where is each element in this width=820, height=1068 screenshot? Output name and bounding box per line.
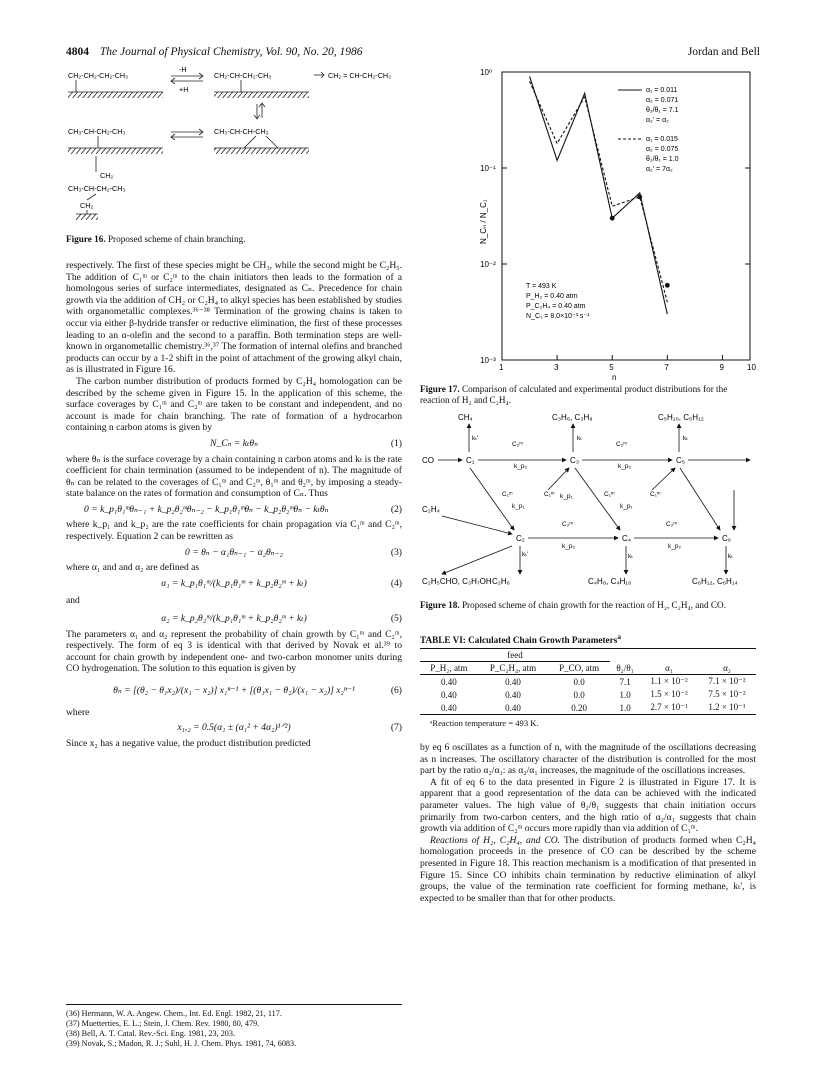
left-para-6: The parameters α₁ and α₂ represent the probability of chain growth by C₁ᵐ and C₂ᵐ, respectively. The form of eq 3 is identical with that derived by Novak et al.³⁹ to account for chain growth by independent one- and two-carbon monomer units during CO hydrogenation. The solution to this equation is given by bbox=[66, 628, 402, 675]
right-para-1: by eq 6 oscillates as a function of n, with the magnitude of the oscillations decreasing as n increases. The oscillatory character of the distribution is controlled for the most part by the ratio α₂/α₁: as α₂/α₁ increases, the magnitude of the oscillations increases. bbox=[420, 742, 756, 777]
table-6-title: TABLE VI: Calculated Chain Growth Parameters bbox=[420, 635, 618, 646]
left-para-3: where θₙ is the surface coverage by a chain containing n carbon atoms and kₜ is the rate coefficient for chain termination (assumed to be independent of n). The magnitude of θₙ can be related to the coverages of C₁ᵐ and C₂ᵐ, θ₁ᵐ and θ₂ᵐ, by imposing a steady-state balance on the rates of formation and consumption of Cₙ. Thus bbox=[66, 453, 402, 500]
product-c2h6: C₂H₆ bbox=[492, 577, 510, 586]
right-para-3-title: Reactions of H₂, C₂H₄, and CO. bbox=[430, 834, 561, 846]
legend-solid-3: α₂' = α₂ bbox=[646, 117, 669, 124]
legend-dashed-1: α₂ = 0.075 bbox=[646, 146, 679, 153]
right-para-2: A fit of eq 6 to the data presented in Figure 2 is illustrated in Figure 17. It is apparent that a good representation of the data can be achieved with the indicated parameter values. The high value of θ₂/θ₁ suggests that chain initiation occurs primarily from two-carbon centers, and the high ratio of α₂/α₁ suggests that chain growth via addition of C₂ᵐ occurs more rapidly than via addition of C₁ᵐ. bbox=[420, 776, 756, 835]
table-6-feed-label: feed bbox=[420, 649, 610, 662]
table-cell: 2.7 × 10⁻¹ bbox=[640, 701, 698, 715]
table-6-grid bbox=[420, 648, 756, 715]
left-and: and bbox=[66, 595, 80, 607]
reference-38: (38) Bell, A. T. Catal. Rev.-Sci. Eng. 1981, 23, 203. bbox=[66, 1029, 236, 1038]
table-cell: 1.2 × 10⁻¹ bbox=[698, 701, 756, 715]
species-2: CH₂-CH-CH₂-CH₃ bbox=[214, 71, 272, 80]
table-cell: 0.40 bbox=[440, 676, 457, 687]
chart-xlabel: n bbox=[612, 373, 617, 380]
y-tick-label: 10⁻³ bbox=[480, 356, 496, 365]
chart-ylabel: N_Cₙ / N_C₁ bbox=[479, 199, 488, 244]
label-kp1-3: k_p₁ bbox=[620, 503, 633, 510]
equation-7-body: x₁,₂ = 0.5(α₁ ± (α₁² + 4α₂)¹ᐟ²) bbox=[177, 722, 291, 734]
reactant-co: CO bbox=[422, 456, 434, 465]
condition-2: P_C₂H₄ = 0.40 atm bbox=[526, 303, 586, 310]
species-1: CH₂-CH₂-CH₂-CH₃ bbox=[68, 71, 129, 80]
equation-6 bbox=[66, 685, 402, 697]
legend-solid-1: α₂ = 0.071 bbox=[646, 97, 679, 104]
table-cell: 1.5 × 10⁻² bbox=[650, 689, 688, 700]
label-kp2-bottom-1: k_p₂ bbox=[562, 543, 576, 550]
product-c3: C₃H₆, C₃H₈ bbox=[552, 413, 593, 422]
equation-6-body: θₙ = [(θ₂ − θ₁x₂)/(x₁ − x₂)] x₁ⁿ⁻¹ + [(θ₁x₁ − θ₂)/(x₁ − x₂)] x₂ⁿ⁻¹ bbox=[113, 685, 355, 696]
label-c1m-1: C₁ᵐ bbox=[502, 491, 513, 498]
equation-7 bbox=[66, 722, 402, 734]
left-para-7: Since x₂ has a negative value, the product distribution predicted bbox=[66, 737, 311, 749]
product-c2-oxy: C₂H₅CHO, C₃H₇OH bbox=[422, 577, 492, 586]
data-point bbox=[665, 283, 670, 288]
equation-2 bbox=[66, 504, 402, 516]
condition-1: P_H₂ = 0.40 atm bbox=[526, 293, 578, 300]
species-5: CH₃-CH-CH-CH₃ bbox=[214, 127, 269, 136]
authors: Jordan and Bell bbox=[687, 46, 760, 58]
label-kt-2: kₜ bbox=[683, 435, 689, 442]
equation-1-body: N_Cₙ = kₜθₙ bbox=[210, 437, 258, 449]
table-6-header-3: θ₂/θ₁ bbox=[610, 662, 640, 675]
label-kp2-top-1: k_p₂ bbox=[514, 463, 528, 470]
reactant-c2h4: C₂H₄ bbox=[422, 505, 440, 514]
legend-dashed-0: α₁ = 0.015 bbox=[646, 136, 678, 143]
legend-dashed-3: α₂' = 7α₂ bbox=[646, 166, 673, 173]
product-ch4: CH₄ bbox=[458, 413, 473, 422]
species-3: CH₂ = CH-CH₂-CH₃ bbox=[328, 71, 392, 80]
data-point bbox=[637, 194, 642, 199]
table-cell: 0.40 bbox=[420, 701, 478, 715]
label-kt-3: kₜ bbox=[628, 553, 634, 560]
label-kt-1: kₜ bbox=[577, 435, 583, 442]
table-cell: 7.1 × 10⁻² bbox=[708, 676, 746, 687]
x-tick-label: 9 bbox=[719, 363, 724, 372]
legend-dashed-2: θ₂/θ₁ = 1.0 bbox=[646, 156, 679, 163]
x-tick-label: 1 bbox=[499, 363, 504, 372]
table-cell: 0.20 bbox=[548, 701, 610, 715]
figure-16-scheme bbox=[66, 64, 402, 226]
equation-1 bbox=[66, 438, 402, 450]
equation-4 bbox=[66, 578, 402, 590]
label-kt-prime-1: kₜ' bbox=[472, 435, 479, 442]
equation-2-number: (2) bbox=[390, 503, 402, 515]
condition-0: T = 493 K bbox=[526, 283, 557, 290]
label-kt-prime-2: kₜ' bbox=[522, 551, 529, 558]
equation-2-body: 0 = k_p₁θ₁ᵐθₙ₋₁ + k_p₂θ₂ᵐθₙ₋₂ − k_p₁θ₁ᵐθₙ − k_p₂θ₂ᵐθₙ − kₜθₙ bbox=[84, 503, 329, 515]
left-column bbox=[66, 260, 402, 749]
figure-17-caption bbox=[420, 384, 756, 406]
reference-36: (36) Hermann, W. A. Angew. Chem., Int. Ed. Engl. 1982, 21, 117. bbox=[66, 1009, 282, 1018]
label-kp2-bottom-2: k_p₂ bbox=[668, 543, 682, 550]
equation-4-number: (4) bbox=[390, 577, 402, 589]
equation-5-number: (5) bbox=[390, 613, 402, 625]
figure-16-caption-text: Proposed scheme of chain branching. bbox=[107, 234, 246, 244]
table-cell: 1.0 bbox=[619, 689, 631, 700]
label-kt-4: kₜ bbox=[728, 553, 734, 560]
table-cell: 1.0 bbox=[610, 701, 640, 715]
arrow-minus-h: -H bbox=[179, 65, 187, 74]
table-6-header-spacer bbox=[610, 649, 756, 662]
table-6-footnote: ᵃReaction temperature = 493 K. bbox=[430, 718, 539, 729]
label-kp1-1: k_p₁ bbox=[512, 503, 525, 510]
figure-17-label: Figure 17. bbox=[420, 384, 460, 394]
species-4: CH₃-CH-CH₂-CH₃ bbox=[68, 127, 126, 136]
product-c5: C₅H₁₀, C₅H₁₂ bbox=[658, 413, 704, 422]
table-cell: 0.40 bbox=[505, 689, 521, 700]
table-6-header-4: α₁ bbox=[640, 662, 698, 675]
reference-39: (39) Novak, S.; Madon, R. J.; Suhl, H. J. Chem. Phys. 1981, 74, 6083. bbox=[66, 1039, 297, 1048]
table-cell: 0.40 bbox=[505, 676, 521, 687]
equation-7-number: (7) bbox=[390, 722, 402, 734]
equation-1-number: (1) bbox=[390, 437, 402, 449]
table-6 bbox=[420, 632, 756, 728]
equation-3 bbox=[66, 547, 402, 559]
figure-17-caption-text: Comparison of calculated and experimental product distributions for the reaction of H₂ and C₂H₄. bbox=[420, 384, 728, 405]
label-c2m-top-1: C₂ᵐ bbox=[512, 441, 523, 448]
table-row bbox=[420, 675, 756, 689]
branch-ch2: CH₂ bbox=[100, 171, 114, 180]
condition-3: N_C₁ = 8.0×10⁻³ s⁻¹ bbox=[526, 313, 590, 320]
equation-3-body: 0 = θₙ − α₁θₙ₋₁ − α₂θₙ₋₂ bbox=[185, 546, 283, 558]
right-para-3: The distribution of products formed when C₂H₄ homologation proceeds in the presence of CO can be described by the scheme presented in Figure 18. This reaction mechanism is a modification of that presented in Figure 15. Since CO inhibits chain termination by reductive elimination of alkyl groups, the value of the termination rate coefficient for forming methane, kₜ', is expected to be smaller than that for other products. bbox=[420, 834, 756, 904]
table-6-title-mark: a bbox=[617, 632, 622, 641]
table-6-header-2: P_CO, atm bbox=[548, 662, 610, 675]
equation-4-body: α₁ = k_p₁θ₁ᵐ/(k_p₁θ₁ᵐ + k_p₂θ₂ᵐ + kₜ) bbox=[161, 577, 307, 589]
figure-18-scheme bbox=[420, 406, 756, 596]
label-c2m-bottom-1: C₂ᵐ bbox=[562, 521, 573, 528]
node-c2: C₂ bbox=[516, 534, 525, 543]
table-6-header-0: P_H₂, atm bbox=[420, 662, 478, 675]
product-c6: C₆H₁₂, C₆H₁₄ bbox=[692, 577, 738, 586]
node-c6: C₆ bbox=[722, 534, 732, 543]
y-tick-label: 10⁻² bbox=[480, 260, 496, 269]
y-tick-label: 10⁰ bbox=[480, 68, 493, 77]
equation-5-body: α₂ = k_p₂θ₂ᵐ/(k_p₁θ₁ᵐ + k_p₂θ₂ᵐ + kₜ) bbox=[161, 613, 307, 625]
table-6-header-1: P_C₂H₄, atm bbox=[478, 662, 549, 675]
figure-18-caption bbox=[420, 600, 756, 611]
node-c4: C₄ bbox=[622, 534, 632, 543]
left-para-4: where k_p₁ and k_p₂ are the rate coefficients for chain propagation via C₁ᵐ and C₂ᵐ, respectively. Equation 2 can be rewritten as bbox=[66, 519, 402, 543]
equation-6-number: (6) bbox=[390, 685, 402, 696]
label-c1m-3: C₁ᵐ bbox=[604, 491, 615, 498]
table-row bbox=[420, 701, 756, 715]
figure-18-caption-text: Proposed scheme of chain growth for the reaction of H₂, C₂H₄, and CO. bbox=[461, 600, 726, 610]
product-c4: C₄H₈, C₄H₁₀ bbox=[588, 577, 632, 586]
figure-17-chart bbox=[470, 62, 756, 380]
label-c2m-bottom-2: C₂ᵐ bbox=[666, 521, 677, 528]
reference-37: (37) Muetterties, E. L.; Stein, J. Chem. Rev. 1980, 80, 479. bbox=[66, 1019, 260, 1028]
table-cell: 7.1 bbox=[619, 676, 631, 687]
y-tick-label: 10⁻¹ bbox=[480, 164, 496, 173]
label-c2m-top-2: C₂ᵐ bbox=[616, 441, 627, 448]
node-c1: C₁ bbox=[466, 456, 475, 465]
table-cell: 0.0 bbox=[573, 689, 585, 700]
label-kp2-top-2: k_p₂ bbox=[618, 463, 632, 470]
label-kp1-2: k_p₁ bbox=[560, 493, 573, 500]
node-c5: C₅ bbox=[676, 456, 685, 465]
equation-5 bbox=[66, 613, 402, 625]
x-tick-label: 7 bbox=[664, 363, 669, 372]
x-tick-label: 10 bbox=[747, 363, 756, 372]
page-number: 4804 bbox=[66, 46, 89, 58]
table-cell: 7.5 × 10⁻² bbox=[708, 689, 746, 700]
legend-solid-0: α₁ = 0.011 bbox=[646, 87, 678, 94]
figure-16-label: Figure 16. bbox=[66, 234, 106, 244]
table-6-header-5: α₂ bbox=[698, 662, 756, 675]
table-row bbox=[420, 688, 756, 701]
table-cell: 0.40 bbox=[440, 689, 457, 700]
left-para-1: respectively. The first of these species might be CH₃, while the second might be C₂H₅. The addition of C₁ᵐ or C₂ᵐ to the chain initiators then leads to the formation of a homologous series of surface intermediates, designated as Cₙ. Precedence for chain growth via the addition of CH₂ or C₂H₄ to alkyl species has been established by studies with organometallic complexes.³⁶⁻³⁸ Termination of the growing chains is taken to occur via either β-hydride transfer or reductive elimination, the first of these processes leading to an α-olefin and the second to a paraffin. Both termination steps are well-known in organometallic chemistry.³⁶,³⁷ The formation of internal olefins and branched products can occur by a 1-2 shift in the point of attachment of the growing alkyl chain, as is illustrated in Figure 16. bbox=[66, 260, 402, 376]
branch-ch2-bottom: CH₂ bbox=[80, 201, 94, 210]
right-column bbox=[420, 742, 756, 904]
data-point bbox=[610, 216, 615, 221]
label-c1m-2: C₁ᵐ bbox=[544, 491, 555, 498]
figure-16-caption bbox=[66, 234, 402, 245]
journal-title: The Journal of Physical Chemistry, Vol. 90, No. 20, 1986 bbox=[99, 46, 363, 58]
table-cell: 0.40 bbox=[478, 701, 549, 715]
figure-18-label: Figure 18. bbox=[420, 600, 460, 610]
arrow-plus-h: +H bbox=[179, 85, 189, 94]
x-tick-label: 5 bbox=[609, 363, 614, 372]
species-6: CH₃-CH-CH₂-CH₃ bbox=[68, 184, 126, 193]
table-cell: 0.0 bbox=[573, 676, 585, 687]
legend-solid-2: θ₂/θ₁ = 7.1 bbox=[646, 107, 679, 114]
series-line-dashed bbox=[530, 81, 668, 302]
equation-3-number: (3) bbox=[390, 546, 402, 558]
table-cell: 1.1 × 10⁻² bbox=[650, 676, 688, 687]
left-para-5: where α₁ and and α₂ are defined as bbox=[66, 562, 200, 574]
x-tick-label: 3 bbox=[554, 363, 559, 372]
label-c1m-4: C₁ᵐ bbox=[650, 491, 661, 498]
left-para-2: The carbon number distribution of products formed by C₂H₄ homologation can be described by the scheme given in Figure 15. In the application of this scheme, the surface coverages by C₁ᵐ and C₂ᵐ are taken to be constant and independent, and no account is made for chain branching. The rate of formation of a hydrocarbon containing n carbon atoms is given by bbox=[66, 375, 402, 434]
references bbox=[66, 1004, 402, 1049]
left-where: where bbox=[66, 706, 90, 718]
node-c3: C₃ bbox=[570, 456, 580, 465]
